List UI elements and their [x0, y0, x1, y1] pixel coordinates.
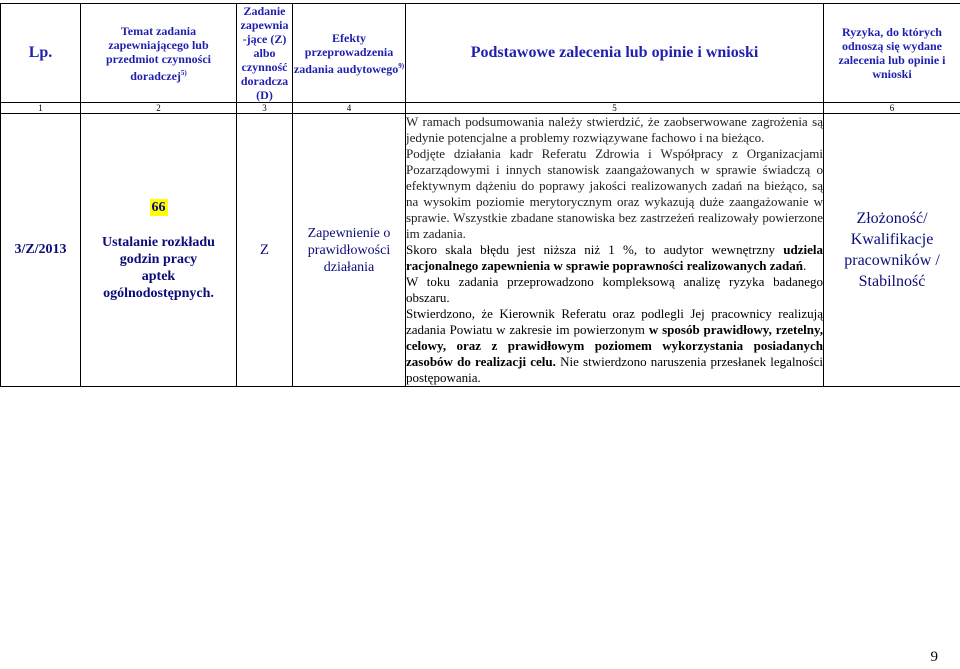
header-task-topic: Temat zadania zapewniającego lub przedmiot czynności doradczej$^{5)}$ — [81, 4, 237, 103]
row-effects: Zapewnienie o prawidłowości działania — [293, 114, 406, 387]
column-number-row — [1, 103, 960, 114]
column-number: 1 — [1, 103, 81, 114]
row-task-type: Z — [237, 114, 293, 387]
header-row — [1, 4, 960, 103]
table-row — [1, 114, 960, 387]
conclusion-paragraph: Skoro skala błędu jest niższa niż 1 %, to audytor wewnętrzny udziela racjonalnego zapewnienia w sprawie poprawności realizowanych zadań. — [406, 242, 823, 273]
conclusion-paragraph: Stwierdzono, że Kierownik Referatu oraz podlegli Jej pracownicy realizują zadania Powiatu w zakresie im powierzonym w sposób prawidłowy, rzetelny, celowy, oraz z prawidłowym poziomem wykorzystania posiadanych zasobów do realizacji celu. Nie stwierdzono naruszenia przesłanek legalności postępowania. — [406, 306, 823, 385]
row-risks: Złożoność/ Kwalifikacje pracowników / Stabilność — [824, 114, 960, 387]
header-risks: Ryzyka, do których odnoszą się wydane zalecenia lub opinie i wnioski — [824, 4, 960, 103]
header-task-type: Zadanie zapewnia -jące (Z) albo czynność doradcza (D) — [237, 4, 293, 103]
conclusion-paragraph: Podjęte działania kadr Referatu Zdrowia i Współpracy z Organizacjami Pozarządowymi i innych stanowisk zaangażowanych w sprawie świadczą o efektywnym dążeniu do poprawy jakości realizowanych zadań na bieżąco, są na wysokim poziomie merytorycznym oraz wykazują duże zaangażowanie w sprawie. Wszystkie zbadane stanowiska bez zastrzeżeń realizowały powierzone im zadania. — [406, 146, 823, 241]
column-number: 4 — [293, 103, 406, 114]
column-number: 3 — [237, 103, 293, 114]
column-number: 5 — [406, 103, 824, 114]
page-number: 9 — [930, 649, 938, 665]
row-conclusions — [406, 114, 824, 387]
audit-table — [0, 3, 960, 387]
column-number: 6 — [824, 103, 960, 114]
header-lp: Lp. — [1, 4, 81, 103]
conclusion-paragraph: W toku zadania przeprowadzono kompleksową analizę ryzyka badanego obszaru. — [406, 274, 823, 305]
row-lp: 3/Z/2013 — [1, 114, 81, 387]
row-task-title: 66 Ustalanie rozkładu godzin pracy aptek ogólnodostępnych. — [81, 114, 237, 387]
column-number: 2 — [81, 103, 237, 114]
conclusion-paragraph: W ramach podsumowania należy stwierdzić, że zaobserwowane zagrożenia są jedynie potencjalne a problemy rozwiązywane fachowo i na bieżąco. — [406, 114, 823, 145]
header-conclusions: Podstawowe zalecenia lub opinie i wnioski — [406, 4, 824, 103]
header-effects: Efekty przeprowadzenia zadania audytowego$^{9)}$ — [293, 4, 406, 103]
task-number-highlight: 66 — [151, 199, 166, 215]
